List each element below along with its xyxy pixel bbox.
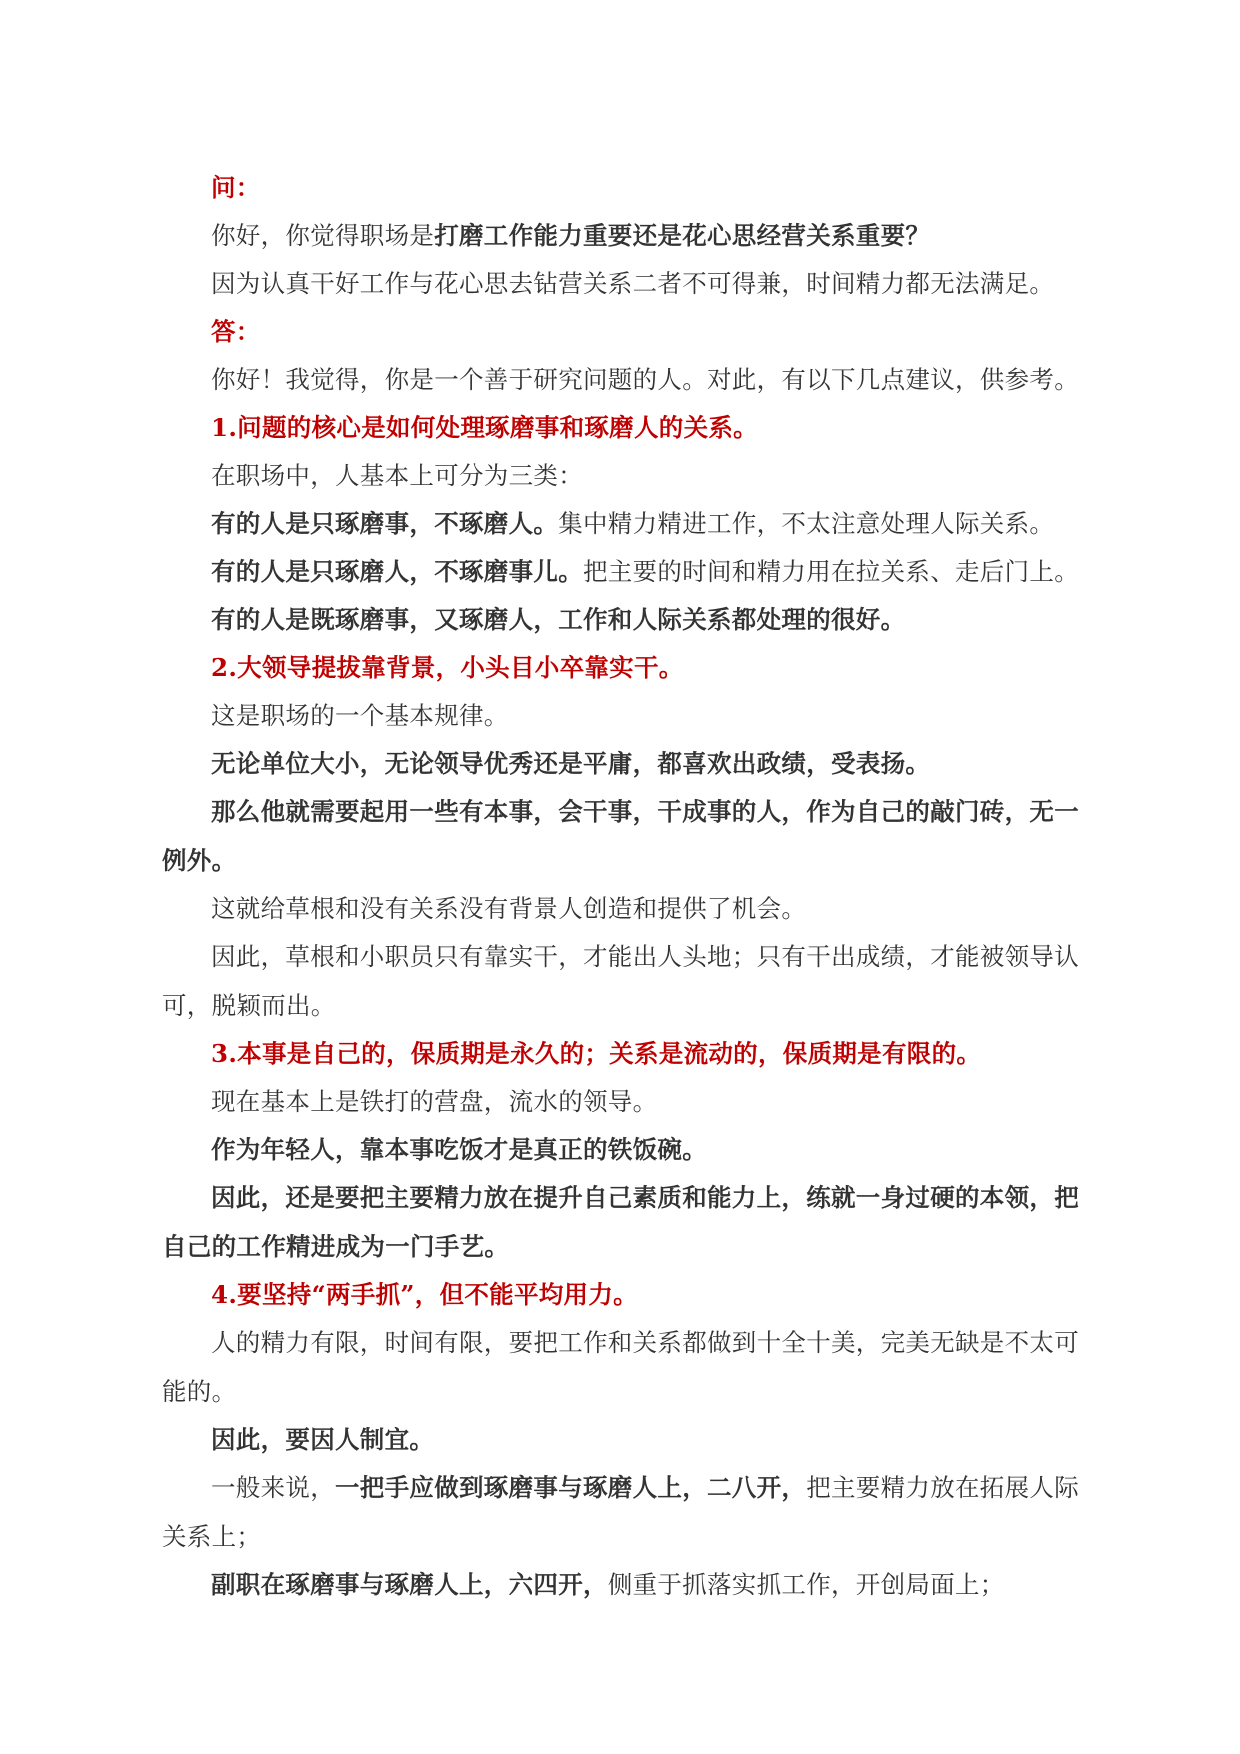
bold-run: 那么他就需要起用一些有本事，会干事，干成事的人，作为自己的敲门砖，无一例外。 (162, 797, 1079, 875)
paragraph (162, 1125, 1094, 1174)
text-run: 集中精力精进工作，不太注意处理人际关系。 (558, 509, 1055, 538)
text-run: 把主要的时间和精力用在拉关系、走后门上。 (583, 557, 1079, 586)
paragraph (162, 451, 1094, 500)
text-run: 这就给草根和没有关系没有背景人创造和提供了机会。 (211, 894, 807, 923)
text-run: 你好！我觉得，你是一个善于研究问题的人。对此，有以下几点建议，供参考。 (211, 365, 1079, 394)
paragraph (162, 884, 1094, 933)
section-heading (162, 643, 1094, 692)
bold-run: 有的人是只琢磨事，不琢磨人。 (211, 509, 559, 538)
section-heading (162, 163, 1094, 212)
bold-run: 3.本事是自己的，保质期是永久的；关系是流动的，保质期是有限的。 (211, 1039, 982, 1068)
text-run: 因为认真干好工作与花心思去钻营关系二者不可得兼，时间精力都无法满足。 (211, 269, 1055, 298)
bold-run: 1.问题的核心是如何处理琢磨事和琢磨人的关系。 (211, 413, 758, 442)
bold-run: 问： (211, 173, 261, 202)
section-heading (162, 403, 1094, 452)
paragraph (162, 691, 1094, 740)
paragraph (162, 787, 1094, 885)
text-run: 侧重于抓落实抓工作，开创局面上； (607, 1570, 1005, 1599)
text-run: 因此，草根和小职员只有靠实干，才能出人头地；只有干出成绩，才能被领导认可，脱颖而出。 (162, 942, 1079, 1020)
paragraph (162, 932, 1094, 1030)
text-run: 一般来说， (211, 1473, 335, 1502)
bold-run: 无论单位大小，无论领导优秀还是平庸，都喜欢出政绩，受表扬。 (211, 749, 931, 778)
text-run: 现在基本上是铁打的营盘，流水的领导。 (211, 1087, 658, 1116)
bold-run: 4.要坚持“两手抓”，但不能平均用力。 (211, 1280, 638, 1309)
paragraph (162, 595, 1094, 644)
text-run: 这是职场的一个基本规律。 (211, 701, 509, 730)
bold-run: 一把手应做到琢磨事与琢磨人上，二八开， (335, 1473, 807, 1502)
paragraph (162, 1415, 1094, 1464)
paragraph (162, 547, 1094, 596)
paragraph (162, 211, 1094, 260)
bold-run: 副职在琢磨事与琢磨人上，六四开， (211, 1570, 608, 1599)
bold-run: 因此，要因人制宜。 (211, 1425, 435, 1454)
paragraph (162, 1173, 1094, 1271)
bold-run: 有的人是既琢磨事，又琢磨人，工作和人际关系都处理的很好。 (211, 605, 906, 634)
bold-run: 2.大领导提拔靠背景，小头目小卒靠实干。 (211, 653, 684, 682)
bold-run: 答： (211, 317, 261, 346)
bold-run: 因此，还是要把主要精力放在提升自己素质和能力上，练就一身过硬的本领，把自己的工作精进成为一门手艺。 (162, 1183, 1079, 1261)
paragraph (162, 499, 1094, 548)
paragraph (162, 355, 1094, 404)
text-run: 人的精力有限，时间有限，要把工作和关系都做到十全十美，完美无缺是不太可能的。 (162, 1328, 1079, 1406)
paragraph (162, 739, 1094, 788)
paragraph (162, 1560, 1094, 1609)
bold-run: 有的人是只琢磨人，不琢磨事儿。 (211, 557, 583, 586)
section-heading (162, 307, 1094, 356)
bold-run: 作为年轻人，靠本事吃饭才是真正的铁饭碗。 (211, 1135, 707, 1164)
paragraph (162, 1318, 1094, 1416)
paragraph (162, 1077, 1094, 1126)
document-body (162, 163, 1094, 1608)
section-heading (162, 1029, 1094, 1078)
bold-run: 打磨工作能力重要还是花心思经营关系重要？ (434, 221, 931, 250)
paragraph (162, 259, 1094, 308)
text-run: 你好，你觉得职场是 (211, 221, 435, 250)
text-run: 把主要精力放在拓展人际关系上； (162, 1473, 1080, 1551)
section-heading (162, 1270, 1094, 1319)
paragraph (162, 1463, 1094, 1561)
text-run: 在职场中，人基本上可分为三类： (211, 461, 583, 490)
